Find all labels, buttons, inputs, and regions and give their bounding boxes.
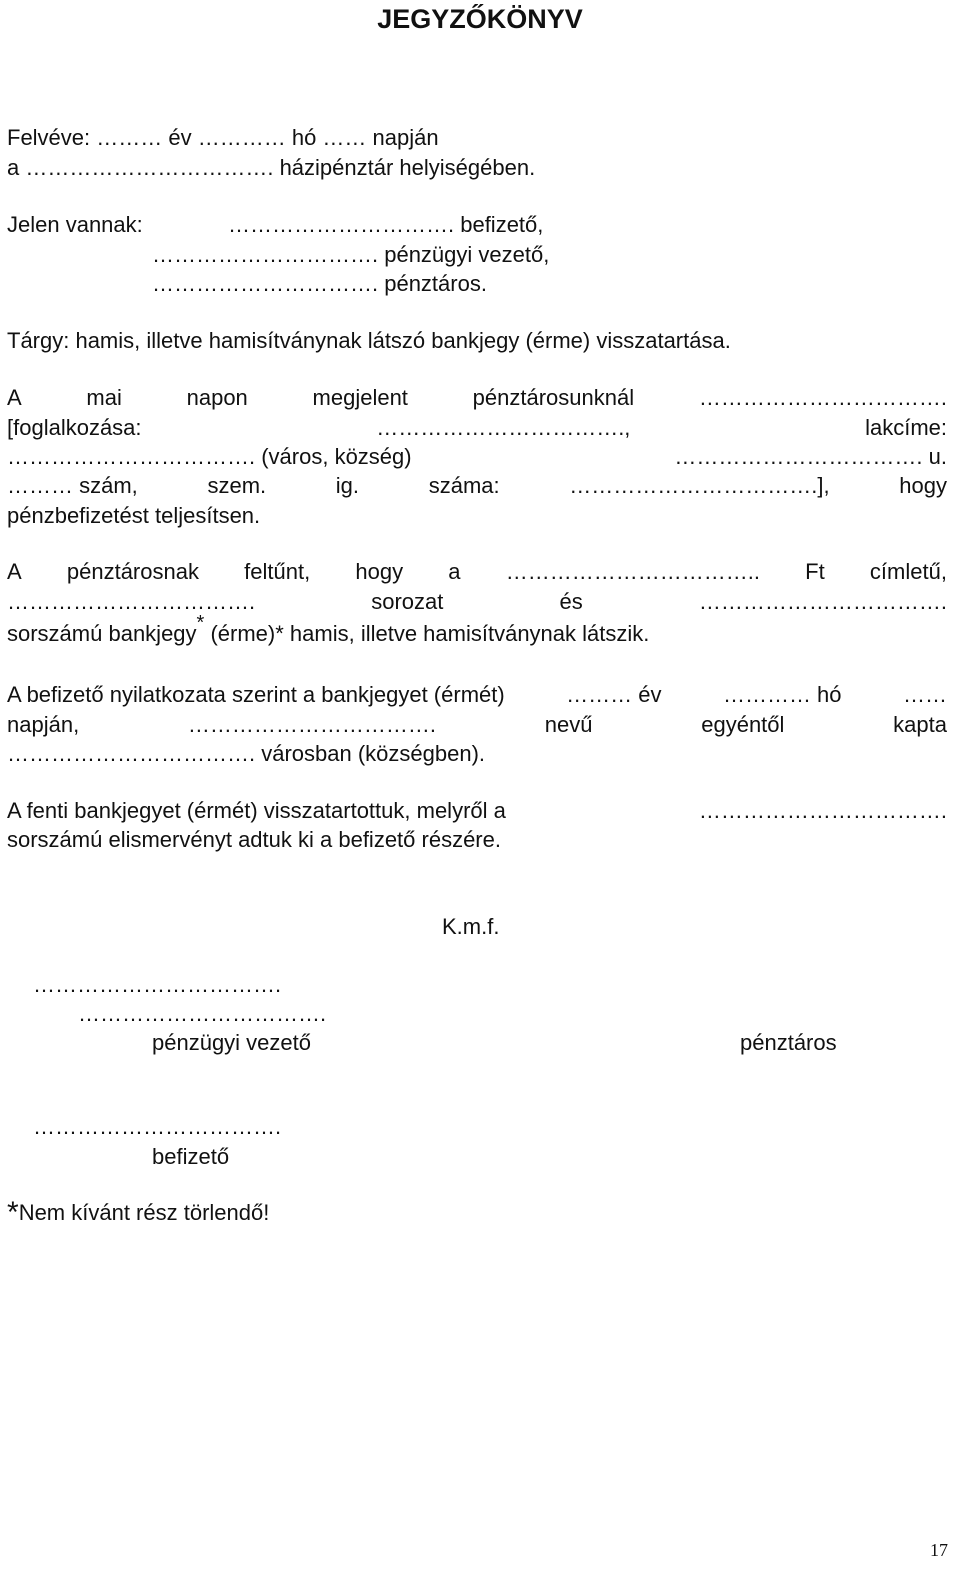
p3-word: napján,: [7, 712, 80, 737]
p1-blank: ……………………………. u.: [674, 444, 947, 469]
p3-word: egyéntől: [701, 712, 785, 737]
signature-befizeto: befizető: [152, 1144, 230, 1169]
p2-word: Ft: [805, 559, 825, 584]
p3-blank: ……… év: [566, 682, 662, 707]
p1-line-4: [7, 472, 947, 500]
p2-blank: …………………………….: [698, 589, 947, 614]
p1-line-5: pénzbefizetést teljesítsen.: [7, 503, 261, 528]
p4-line-1: [7, 797, 947, 825]
p1-word: [foglalkozása:: [7, 415, 142, 440]
p2-word: sorozat: [371, 589, 444, 614]
p1-word: pénztárosunknál: [472, 385, 635, 410]
p3-blank: ……: [902, 682, 947, 707]
p2-blank: ……………………………..: [505, 559, 760, 584]
jelen-label: Jelen vannak:: [7, 212, 143, 237]
p1-blank: …………………………….: [698, 385, 947, 410]
jelen-befizeto-line: …………………………. befizető,: [228, 212, 544, 237]
p1-word: szem.: [207, 473, 267, 498]
targy-line: Tárgy: hamis, illetve hamisítványnak látszó bankjegy (érme) visszatartása.: [7, 328, 731, 353]
p2-word: hogy: [355, 559, 404, 584]
p2-word: címletű,: [869, 559, 947, 584]
p3-word: nevű: [544, 712, 593, 737]
p2-line-2: [7, 588, 947, 616]
p2-word: a: [448, 559, 461, 584]
p1-word: A: [7, 385, 22, 410]
p2-line-3: [7, 611, 650, 648]
p2-word: A: [7, 559, 22, 584]
p2-line-1: [7, 558, 947, 586]
p3-blank: …………………………….: [187, 712, 437, 737]
p1-line-1: [7, 384, 947, 412]
p4-line-2: sorszámú elismervényt adtuk ki a befizető részére.: [7, 827, 501, 852]
signature-penzugyi-vezeto: pénzügyi vezető: [152, 1030, 311, 1055]
signature-line-2: …………………………….: [78, 1001, 327, 1026]
p3-word: kapta: [893, 712, 947, 737]
p2-blank: …………………………….: [7, 589, 256, 614]
p1-word: hogy: [899, 473, 947, 498]
signature-line-1: …………………………….: [33, 972, 282, 997]
felveve-line-2: a ……………………………. házipénztár helyiségében.: [7, 155, 536, 180]
kmf-label: K.m.f.: [442, 914, 500, 939]
p3-text: A befizető nyilatkozata szerint a bankjegyet (érmét): [7, 682, 505, 707]
p1-word: mai: [86, 385, 122, 410]
p1-line-3: [7, 443, 947, 471]
footnote: [7, 1196, 270, 1229]
signature-line-3: …………………………….: [33, 1114, 282, 1139]
footnote-text: Nem kívánt rész törlendő!: [18, 1200, 270, 1225]
p1-word: száma:: [428, 473, 500, 498]
signature-penztaros: pénztáros: [740, 1030, 837, 1055]
p3-line-1: [7, 681, 947, 709]
p1-word: ……… szám,: [7, 473, 138, 498]
p1-word: ig.: [335, 473, 360, 498]
p1-word: napon: [186, 385, 248, 410]
p4-blank: …………………………….: [698, 798, 947, 823]
p1-blank: …………………………….,: [376, 415, 631, 440]
p1-word: lakcíme:: [865, 415, 947, 440]
asterisk-mark: *: [196, 611, 205, 634]
page-number: 17: [930, 1540, 948, 1560]
p1-line-2: [7, 414, 947, 442]
p2-text: (érme)* hamis, illetve hamisítványnak látszik.: [204, 621, 650, 646]
jelen-penztaros-line: …………………………. pénztáros.: [152, 271, 487, 296]
document-title: JEGYZŐKÖNYV: [377, 4, 583, 34]
p2-text: sorszámú bankjegy: [7, 621, 197, 646]
footnote-asterisk: *: [7, 1196, 19, 1229]
felveve-line-1: Felvéve: ……… év ………… hó …… napján: [7, 125, 439, 150]
p3-line-2: [7, 711, 947, 739]
p1-word: megjelent: [312, 385, 408, 410]
p1-blank: …………………………….],: [569, 473, 830, 498]
p2-word: pénztárosnak: [66, 559, 199, 584]
p2-word: feltűnt,: [244, 559, 311, 584]
p3-line-3: ……………………………. városban (községben).: [7, 741, 486, 766]
p1-word: ……………………………. (város, község): [7, 444, 412, 469]
p2-word: és: [559, 589, 583, 614]
p4-text: A fenti bankjegyet (érmét) visszatartottuk, melyről a: [7, 798, 506, 823]
jelen-penzugyi-line: …………………………. pénzügyi vezető,: [152, 242, 550, 267]
p3-blank: ………… hó: [722, 682, 842, 707]
